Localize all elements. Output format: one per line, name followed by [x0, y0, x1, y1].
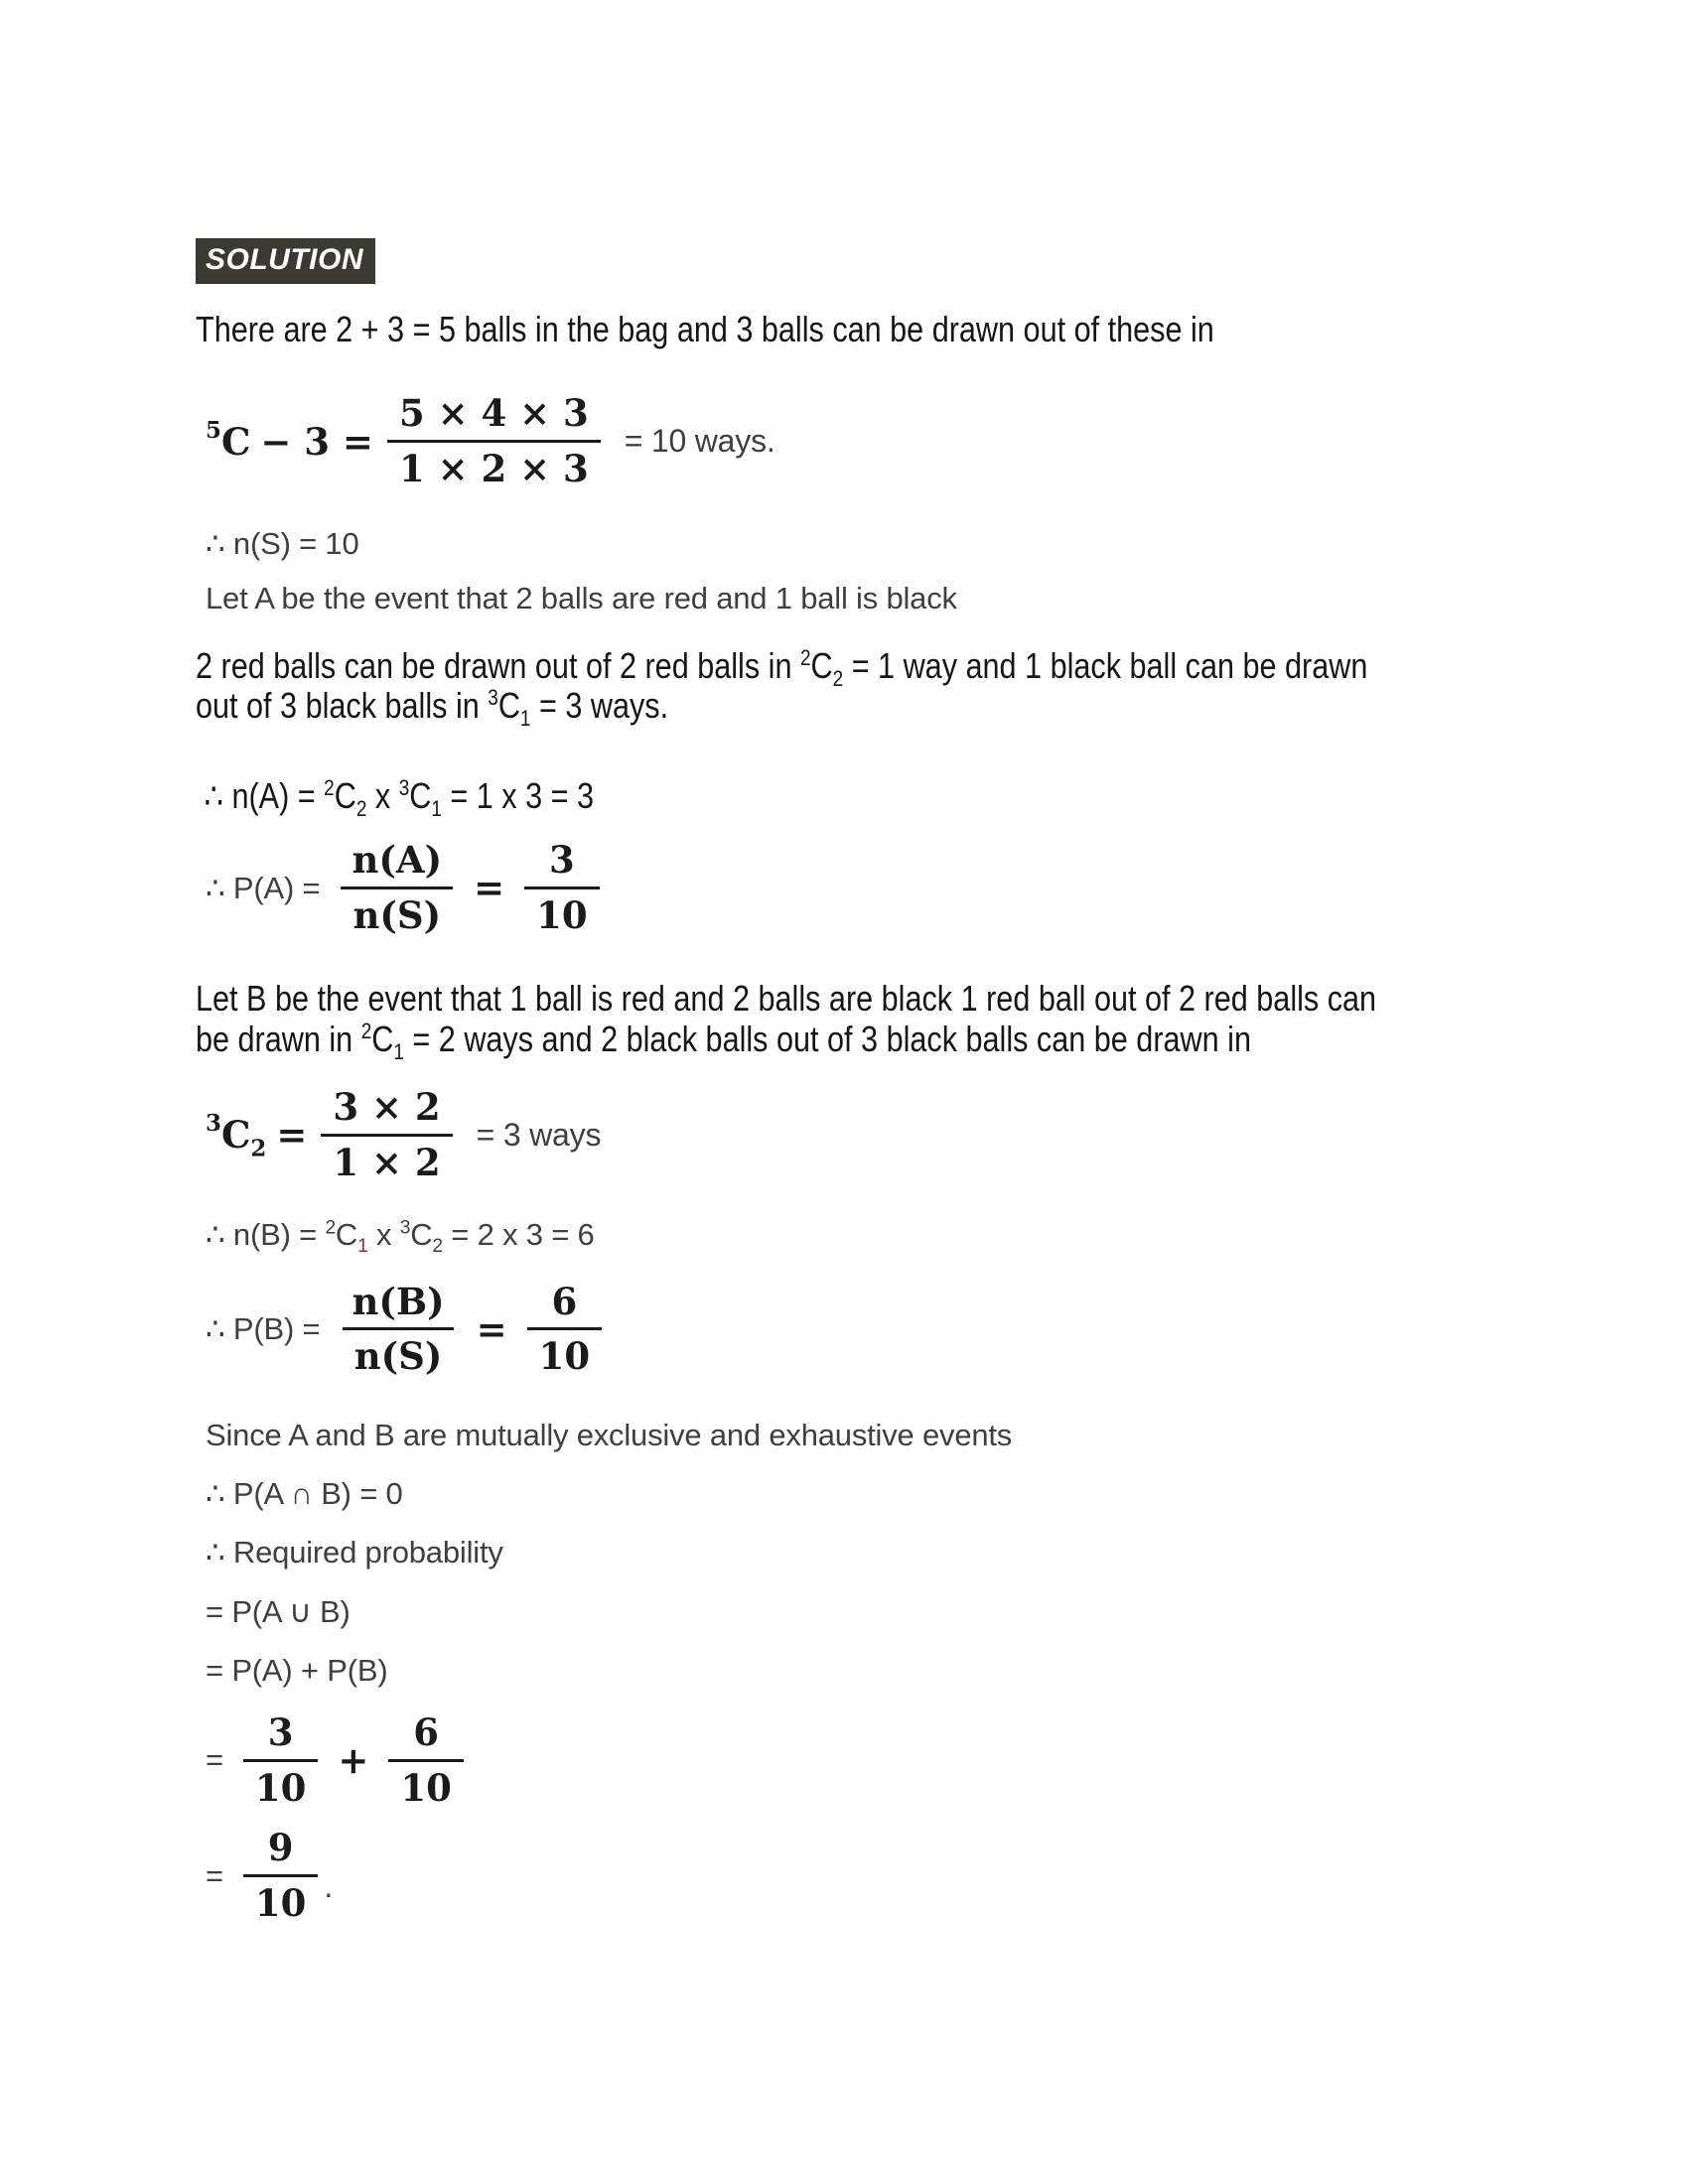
paragraph-event-b-line1: Let B be the event that 1 ball is red and 2 balls are black 1 red ball out of 2 red balls can [196, 978, 1377, 1020]
p-a-plus-p-b-line: = P(A) + P(B) [206, 1652, 388, 1688]
paragraph-event-a-line2: out of 3 black balls in $^3C_1 = 3$ ways. [196, 685, 669, 732]
solution-badge [196, 238, 375, 284]
paragraph-event-a-line1: 2 red balls can be drawn out of 2 red balls in $^2C_2 = 1$ way and 1 black ball can be drawn [196, 645, 1368, 692]
p-a-equation [196, 840, 1628, 935]
paragraph-event-b [196, 978, 1628, 1064]
fraction-3x2-over-1x2 [321, 1087, 452, 1182]
fraction-numerator: n(B) [352, 1279, 445, 1323]
fraction-numerator: 3 [548, 838, 575, 882]
plus-sign: + [338, 1738, 369, 1783]
sum-equals-prefix: = [206, 1742, 223, 1778]
formula-total-tail: − 3 = [260, 419, 373, 464]
formula-3c2 [196, 1087, 1628, 1182]
intro-paragraph: There are 2 + 3 = 5 balls in the bag and 3 balls can be drawn out of these in [196, 309, 1214, 349]
formula-3c2-result: = 3 ways [476, 1116, 602, 1153]
fraction-numerator: 6 [413, 1709, 440, 1754]
formula-total-ways [196, 393, 1628, 488]
fraction-denominator: n(S) [341, 887, 453, 936]
fraction-numerator: 3 [267, 1709, 294, 1754]
p-b-prefix: ∴ P(B) = [206, 1311, 321, 1347]
solution-badge-label: SOLUTION [206, 243, 363, 276]
formula-total-result: = 10 ways. [624, 423, 775, 460]
p-a-intersect-b-line: ∴ P(A ∩ B) = 0 [206, 1476, 403, 1512]
n-a-line: ∴ $n(A) = ^2C_2$ x $^3C_1 = 1$ x 3 = 3 [204, 774, 595, 821]
fraction-numerator: 3 × 2 [333, 1085, 441, 1129]
paragraph-event-a [196, 645, 1628, 732]
paragraph-event-b-line2: be drawn in $^2C_1 = 2$ ways and 2 black balls out of 3 black balls can be drawn in [196, 1018, 1251, 1064]
fraction-denominator: 1 × 2 [321, 1134, 452, 1183]
fraction-numerator: 6 [551, 1279, 578, 1323]
p-a-union-b-line: = P(A ∪ B) [206, 1593, 351, 1629]
fraction-total-ways [387, 393, 601, 488]
sum-equation [196, 1709, 1628, 1810]
final-result-equation [196, 1828, 1628, 1923]
fraction-numerator: 5 × 4 × 3 [398, 391, 589, 436]
fraction-denominator: 10 [388, 1759, 464, 1809]
n-b-line: ∴ $n(B) = ^2C_1$ x $^3C_2 = 2$ x 3 = 6 [206, 1217, 595, 1258]
required-probability-line: ∴ Required probability [206, 1535, 503, 1570]
equals-sign: = [476, 1306, 507, 1351]
fraction-numerator: 9 [267, 1826, 294, 1870]
final-period: . [324, 1868, 334, 1905]
fraction-6-over-10 [527, 1279, 603, 1379]
final-equals-prefix: = [206, 1857, 223, 1893]
fraction-na-over-ns [340, 840, 454, 935]
n-s-line: ∴ n(S) = 10 [206, 525, 359, 561]
mutually-exclusive-line: Since A and B are mutually exclusive and exhaustive events [206, 1417, 1013, 1452]
formula-3c2-subscript: 2 [250, 1135, 267, 1162]
formula-3c2-superscript: 3 [206, 1110, 221, 1138]
fraction-denominator: 1 × 2 × 3 [387, 440, 601, 489]
fraction-denominator: 10 [527, 1327, 603, 1377]
fraction-6-over-10 [388, 1709, 464, 1810]
fraction-3-over-10 [524, 840, 600, 935]
p-a-prefix: ∴ P(A) = [206, 870, 321, 905]
fraction-nb-over-ns [340, 1279, 456, 1379]
fraction-numerator: n(A) [352, 838, 443, 882]
event-a-line: Let A be the event that 2 balls are red and 1 ball is black [206, 580, 957, 615]
p-b-equation [196, 1279, 1628, 1379]
fraction-denominator: 10 [243, 1874, 319, 1924]
fraction-denominator: n(S) [343, 1327, 455, 1377]
formula-total-lhs [206, 416, 373, 464]
formula-3c2-tail: = [276, 1113, 308, 1158]
formula-total-superscript: 5 [206, 416, 221, 444]
formula-total-base: C [220, 419, 251, 464]
fraction-denominator: 10 [243, 1759, 319, 1809]
formula-3c2-lhs [206, 1110, 308, 1162]
equals-sign: = [474, 866, 505, 910]
fraction-denominator: 10 [524, 887, 600, 936]
fraction-9-over-10 [243, 1828, 319, 1923]
formula-3c2-base: C [220, 1113, 251, 1158]
fraction-3-over-10 [243, 1709, 319, 1810]
